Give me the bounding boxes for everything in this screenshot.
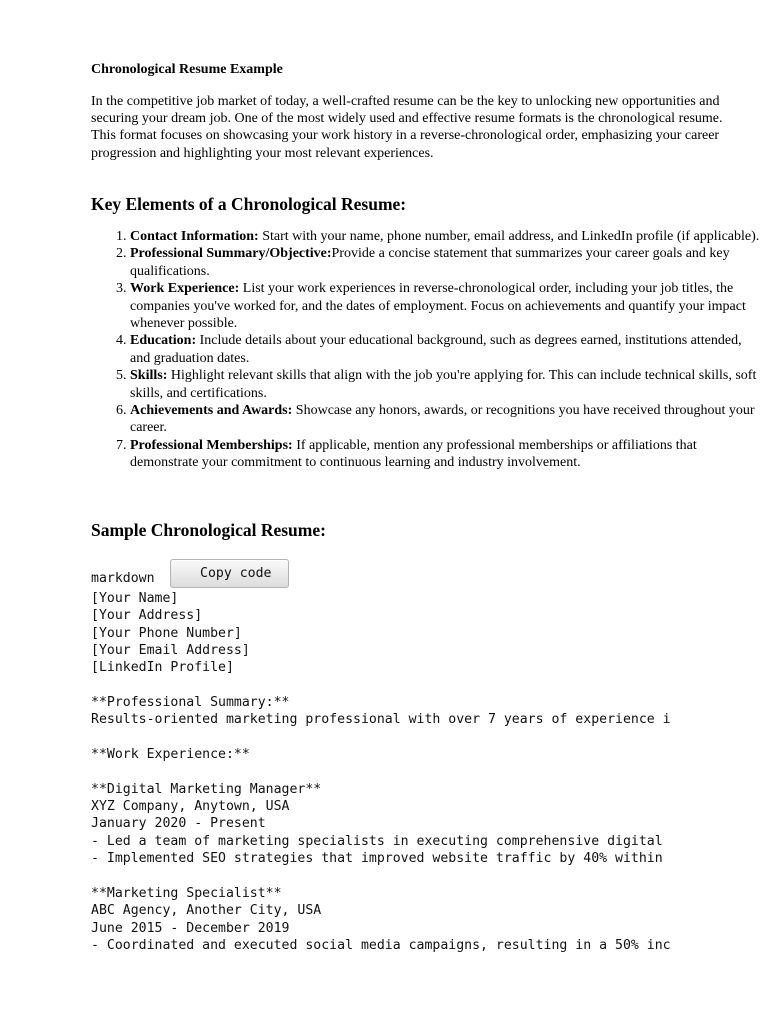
code-language-label: markdown	[91, 571, 155, 586]
list-item	[130, 437, 760, 472]
sample-resume-heading: Sample Chronological Resume:	[91, 520, 326, 540]
code-line: January 2020 - Present	[91, 816, 266, 832]
list-item-term: Skills:	[130, 368, 168, 384]
code-line: June 2015 - December 2019	[91, 920, 290, 936]
code-line	[91, 868, 768, 885]
list-item-term: Contact Information:	[130, 229, 259, 244]
list-item-text: Include details about your educational background, such as degrees earned, institutions attended, and graduation dates.	[130, 333, 742, 366]
code-line	[91, 763, 768, 780]
code-block	[91, 590, 768, 954]
list-item	[130, 280, 760, 332]
code-line: **Work Experience:**	[91, 747, 250, 763]
code-line: XYZ Company, Anytown, USA	[91, 799, 290, 815]
code-line: **Marketing Specialist**	[91, 885, 282, 901]
list-item-term: Achievements and Awards:	[130, 403, 293, 419]
list-item	[130, 402, 760, 437]
code-line	[91, 677, 768, 694]
copy-code-button[interactable]: Copy code	[170, 559, 289, 588]
list-item	[130, 332, 760, 367]
code-line	[91, 729, 768, 746]
code-line: - Implemented SEO strategies that improved website traffic by 40% within	[91, 851, 663, 867]
code-line: [Your Address]	[91, 608, 203, 624]
document-title: Chronological Resume Example	[91, 62, 283, 77]
list-item-term: Professional Summary/Objective:	[130, 246, 332, 262]
list-item-text: Showcase any honors, awards, or recognitions you have received throughout your career.	[130, 403, 755, 436]
code-line: [Your Phone Number]	[91, 625, 242, 641]
code-line: [Your Email Address]	[91, 643, 250, 659]
code-line: Results-oriented marketing professional with over 7 years of experience i	[91, 712, 671, 728]
key-elements-heading: Key Elements of a Chronological Resume:	[91, 194, 407, 214]
code-line: [Your Name]	[91, 591, 179, 606]
list-item-text: If applicable, mention any professional memberships or affiliations that demonstrate your commitment to continuous learning and industry involvement.	[130, 437, 697, 471]
list-item-term: Work Experience:	[130, 281, 240, 297]
code-line: **Digital Marketing Manager**	[91, 781, 322, 797]
code-line: [LinkedIn Profile]	[91, 660, 234, 676]
code-line: ABC Agency, Another City, USA	[91, 903, 322, 919]
code-line: - Coordinated and executed social media campaigns, resulting in a 50% inc	[91, 937, 671, 953]
list-item-text: Provide a concise statement that summarizes your career goals and key qualifications.	[130, 246, 730, 279]
key-elements-list	[91, 228, 760, 472]
list-item-text: List your work experiences in reverse-chronological order, including your job titles, the companies you've worked for, and the dates of employment. Focus on achievements and quantify your impact whenever possible.	[130, 281, 746, 332]
list-item	[130, 245, 760, 280]
code-line: - Led a team of marketing specialists in executing comprehensive digital	[91, 833, 663, 849]
list-item-text: Highlight relevant skills that align with the job you're applying for. This can include technical skills, soft skills, and certifications.	[130, 368, 757, 401]
intro-paragraph: In the competitive job market of today, a well-crafted resume can be the key to unlocking new opportunities and securing your dream job. One of the most widely used and effective resume formats is the chronological resume. This format focuses on showcasing your work history in a reverse-chronological order, emphasizing your career progression and highlighting your most relevant experiences.	[91, 94, 723, 161]
code-line: **Professional Summary:**	[91, 695, 290, 711]
list-item-term: Education:	[130, 333, 197, 349]
list-item	[130, 228, 760, 245]
list-item-term: Professional Memberships:	[130, 437, 293, 453]
list-item	[130, 367, 760, 402]
list-item-text: Start with your name, phone number, email address, and LinkedIn profile (if applicable).	[258, 229, 760, 244]
